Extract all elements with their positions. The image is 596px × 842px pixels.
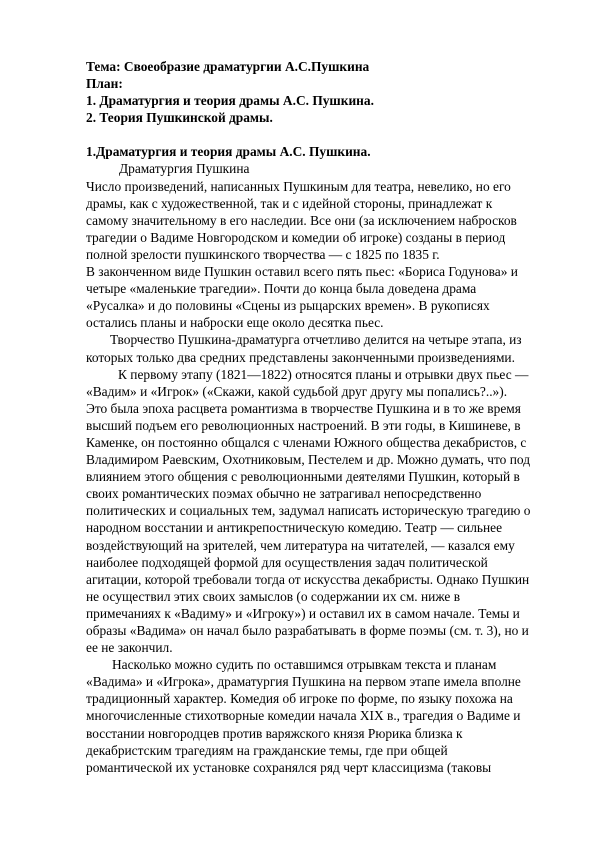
text-line: Это была эпоха расцвета романтизма в творчестве Пушкина и в то же время — [86, 400, 521, 416]
text-line: самому значительному в его наследии. Все они (за исключением набросков — [86, 212, 517, 228]
text-line: трагедии о Вадиме Новгородском и комедии об игроке) созданы в период — [86, 229, 506, 245]
text-line: народном восстании и антикрепостническую комедию. Театр — сильнее — [86, 520, 503, 536]
text-line: агитации, которой требовали тогда от искусства декабристы. Однако Пушкин — [86, 571, 530, 587]
text-line: «Русалка» и до половины «Сцены из рыцарских времен». В рукописях — [86, 298, 490, 314]
text-line: традиционный характер. Комедия об игроке по форме, по языку похожа на — [86, 691, 513, 707]
text-line: наиболее подходящей формой для осуществления задач политической — [86, 554, 488, 570]
text-line: романтической их установке сохранялся ряд черт классицизма (таковы — [86, 759, 492, 775]
text-line: примечаниях к «Вадиму» и «Игроку») и оставил их в самом начале. Темы и — [86, 605, 520, 621]
text-line: образы «Вадима» он начал было разрабатывать в форме поэмы (см. т. 3), но и — [86, 623, 529, 638]
plan-label: План: — [86, 76, 123, 92]
text-line: политических и социальных тем, задумал написать историческую трагедию о — [86, 503, 531, 519]
text-line: В законченном виде Пушкин оставил всего пять пьес: «Бориса Годунова» и — [86, 264, 518, 280]
text-line: полной зрелости пушкинского творчества — с 1825 по 1835 г. — [86, 246, 440, 262]
text-line: восстании новгородцев против варяжского князя Рюрика близка к — [86, 725, 463, 741]
text-line: воздействующий на зрителей, чем литература на читателей, — казался ему — [86, 537, 515, 553]
text-line: влиянием этого общения с революционными деятелями Пушкин, который в — [86, 469, 520, 485]
section-heading: 1.Драматургия и теория драмы А.С. Пушкина. — [86, 144, 371, 160]
plan-item-1: 1. Драматургия и теория драмы А.С. Пушкина. — [86, 93, 374, 109]
spacer — [86, 126, 556, 143]
text-line: К первому этапу (1821—1822) относятся планы и отрывки двух пьес — — [118, 366, 529, 382]
document-page — [86, 58, 556, 776]
text-line: Насколько можно судить по оставшимся отрывкам текста и планам — [112, 657, 497, 673]
text-line: «Вадим» и «Игрок» («Скажи, какой судьбой друг другу мы попались?..»). — [86, 383, 508, 399]
plan-item-2: 2. Теория Пушкинской драмы. — [86, 110, 273, 126]
text-line: Творчество Пушкина-драматурга отчетливо делится на четыре этапа, из — [110, 332, 522, 348]
text-line: четыре «маленькие трагедии». Почти до конца была доведена драма — [86, 281, 477, 297]
text-line: ее не закончил. — [86, 640, 173, 656]
text-line: декабристским трагедиям на гражданские темы, где при общей — [86, 742, 448, 758]
text-line: остались планы и наброски еще около десятка пьес. — [86, 315, 384, 331]
text-line: Каменке, он постоянно общался с членами Южного общества декабристов, с — [86, 434, 527, 450]
text-line: Владимиром Раевским, Охотниковым, Пестелем и др. Можно думать, что под — [86, 452, 531, 468]
text-line: не осуществил этих своих замыслов (о содержании их см. ниже в — [86, 588, 461, 604]
text-line: высший подъем его революционных настроений. В эти годы, в Кишиневе, в — [86, 417, 521, 433]
text-line: многочисленные стихотворные комедии начала XIX в., трагедия о Вадиме и — [86, 708, 521, 724]
text-line: «Вадима» и «Игрока», драматургия Пушкина на первом этапе имела вполне — [86, 674, 521, 690]
text-line: Число произведений, написанных Пушкиным для театра, невелико, но его — [86, 178, 511, 194]
text-line: которых только два средних представлены законченными произведениями. — [86, 349, 515, 365]
text-line: драмы, как с художественной, так и с идейной стороны, принадлежат к — [86, 195, 493, 211]
section-subheading: Драматургия Пушкина — [119, 161, 250, 177]
text-line: своих романтических поэмах обычно не затрагивал непосредственно — [86, 486, 482, 502]
topic-line: Тема: Своеобразие драматургии А.С.Пушкина — [86, 59, 370, 74]
